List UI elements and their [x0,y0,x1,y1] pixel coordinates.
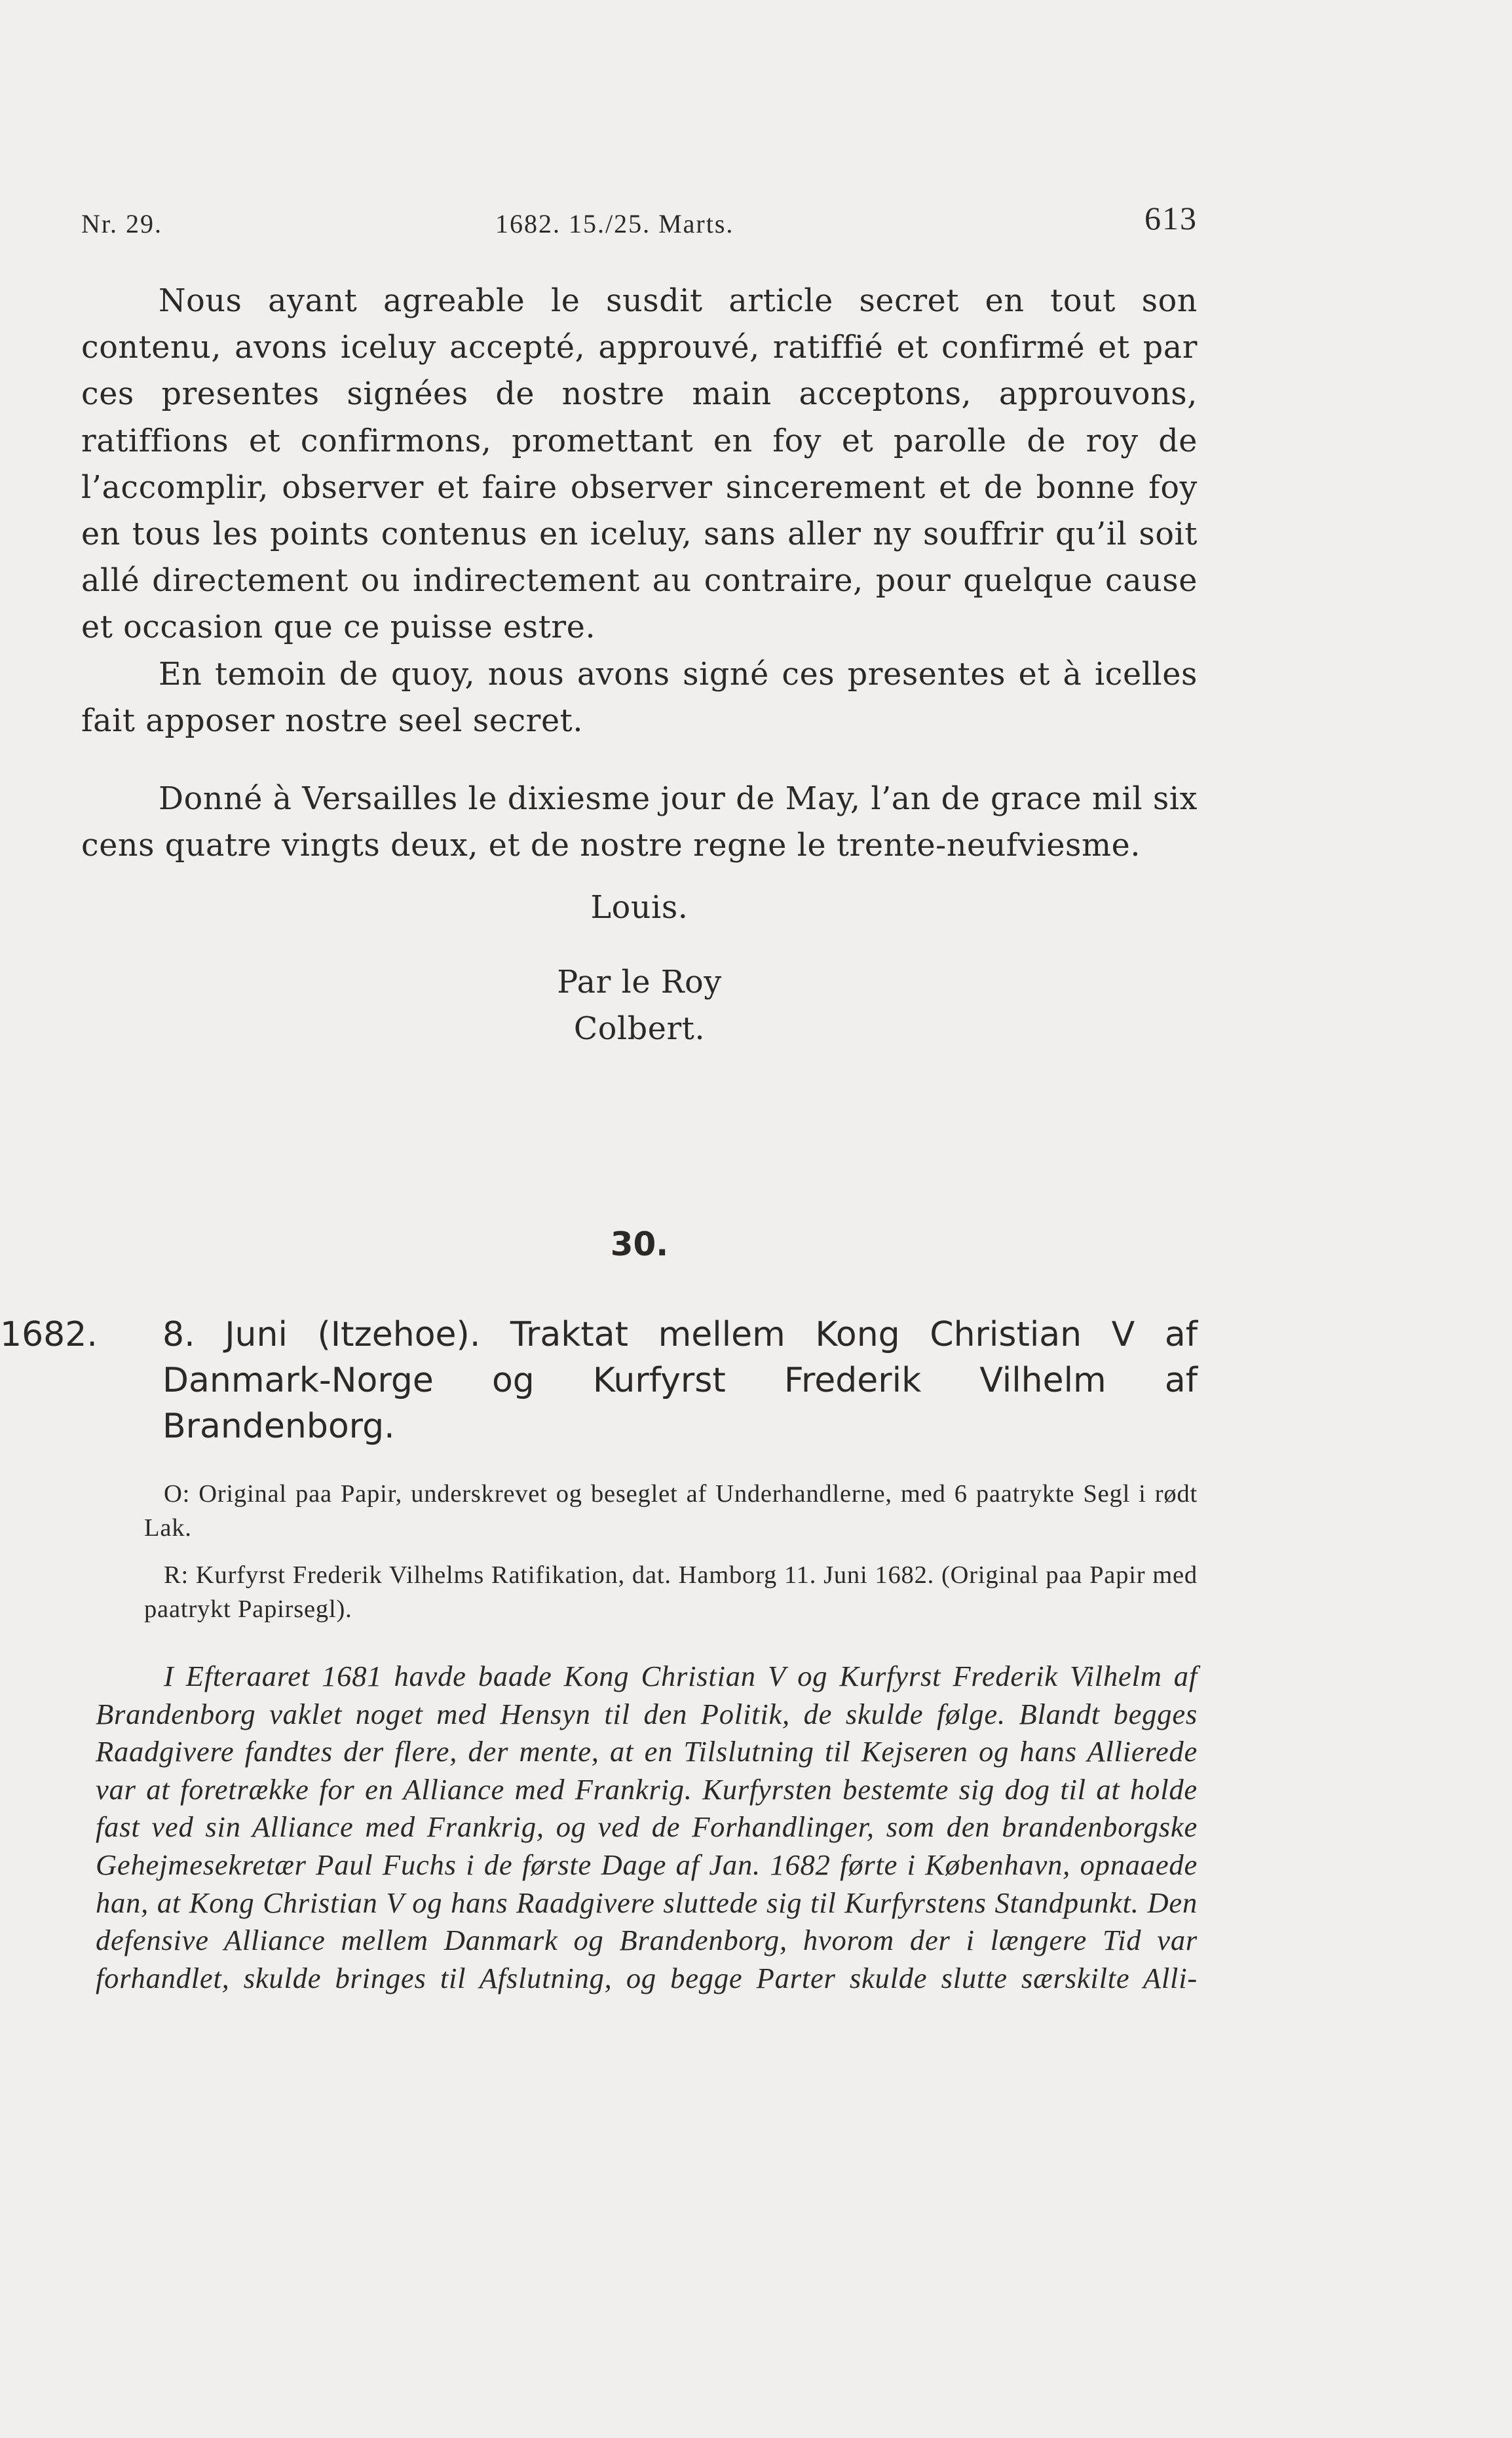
signature-par-le-roy: Par le Roy [557,964,722,1000]
ratification-letter [81,278,1198,1052]
source-note-r: R: Kurfyrst Frederik Vilhelms Ratifikation, dat. Hamborg 11. Juni 1682. (Original paa Papir med paatrykt Papirsegl). [144,1561,1198,1623]
document-number-header: Nr. 29. [81,209,162,238]
intro-paragraph: I Efteraaret 1681 havde baade Kong Christian V og Kurfyrst Frederik Vilhelm af Brandenborg vaklet noget med Hensyn til den Politik, de skulde følge. Blandt begges Raadgivere fandtes der flere, der mente, at en Tilslutning til Kejseren og hans Allierede var at foretrække for en Alliance med Frankrig. Kurfyrsten bestemte sig dog til at holde fast ved sin Alliance med Frankrig, og ved de Forhandlinger, som den brandenborgske Gehejmesekretær Paul Fuchs i de første Dage af Jan. 1682 førte i København, opnaaede han, at Kong Christian V og hans Raadgivere sluttede sig til Kurfyrstens Standpunkt. Den defensive Alliance mellem Danmark og Brandenborg, hvorom der i længere Tid var forhandlet, skulde bringes til Afslutning, og begge Parter skulde slutte særskilte Alli- [96,1660,1198,1994]
letter-paragraph: Nous ayant agreable le susdit article secret en tout son contenu, avons iceluy accepté, approuvé, ratiffié et confirmé et par ces presentes signées de nostre main acceptons, approuvons, ratiffions et confirmons, promettant en foy et parolle de roy de l’accomplir, observer et faire observer sincerement et de bonne foy en tous les points contenus en iceluy, sans aller ny souffrir qu’il soit allé directement ou indirectement au contraire, pour quelque cause et occasion que ce puisse estre. [81,283,1198,646]
running-head [81,200,1198,248]
section-number: 30. [610,1225,669,1263]
source-notes [144,1477,1198,1639]
historical-introduction [96,1658,1198,1997]
letter-dating: Donné à Versailles le dixiesme jour de May, l’an de grace mil six cens quatre vingts deux, et de nostre regne le trente-neufviesme. [81,781,1198,864]
source-note-o: O: Original paa Papir, underskrevet og beseglet af Underhandlerne, med 6 paatrykte Segl i rødt Lak. [144,1480,1198,1542]
date-header: 1682. 15./25. Marts. [495,209,734,238]
signature-louis: Louis. [590,890,689,926]
page-number: 613 [1144,200,1198,237]
treaty-heading [0,1312,1198,1449]
treaty-title: 8. Juni (Itzehoe). Traktat mellem Kong Christian V af Danmark-Norge og Kurfyrst Frederik Vilhelm af Brandenborg. [162,1315,1198,1446]
letter-paragraph: En temoin de quoy, nous avons signé ces presentes et à icelles fait apposer nostre seel secret. [81,656,1198,739]
signature-colbert: Colbert. [573,1010,706,1047]
treaty-year: 1682. [0,1315,98,1354]
